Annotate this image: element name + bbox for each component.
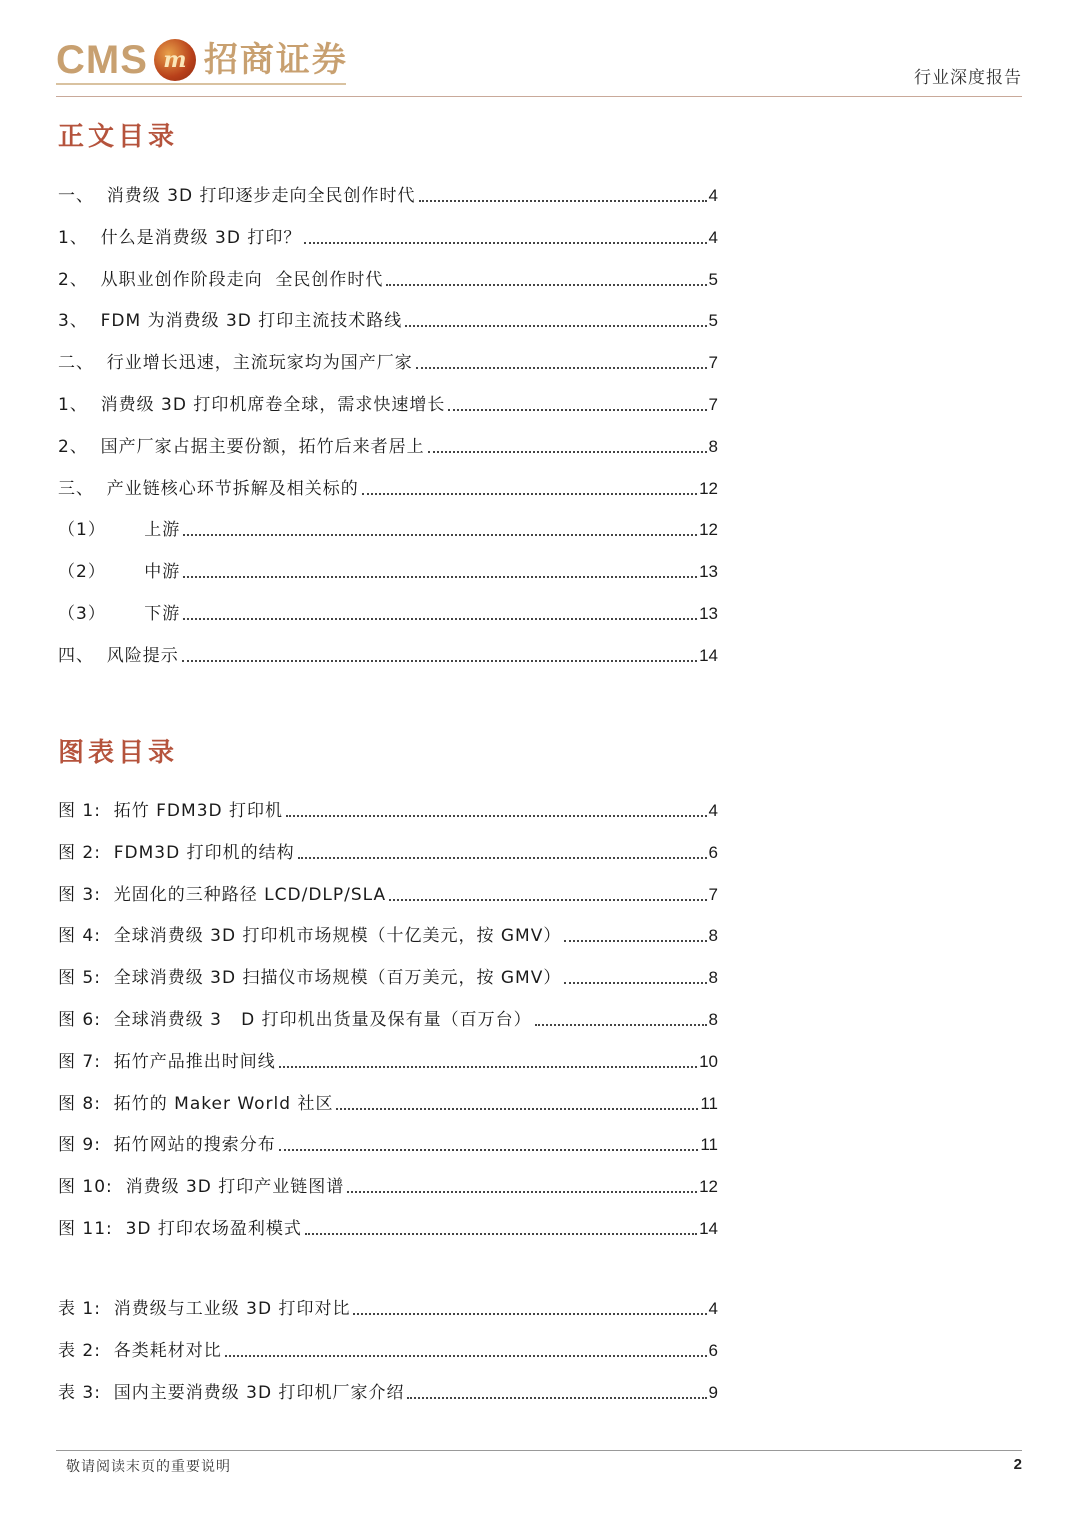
toc-entry-title: 1、 什么是消费级 3D 打印？ bbox=[58, 227, 302, 248]
toc-entry[interactable] bbox=[58, 306, 718, 332]
toc-entry[interactable] bbox=[58, 1172, 718, 1198]
toc-entry[interactable] bbox=[58, 1047, 718, 1073]
toc-entry-title: 图 8: 拓竹的 Maker World 社区 bbox=[58, 1093, 334, 1114]
toc-entry[interactable] bbox=[58, 265, 718, 291]
toc-dot-leader bbox=[286, 814, 707, 817]
toc-entry-title: 2、 从职业创作阶段走向 全民创作时代 bbox=[58, 269, 384, 290]
toc-entry-title: 图 7: 拓竹产品推出时间线 bbox=[58, 1051, 276, 1072]
toc-entry-title: 1、 消费级 3D 打印机席卷全球，需求快速增长 bbox=[58, 395, 446, 415]
toc-entry-page: 9 bbox=[708, 1382, 718, 1402]
toc-entry[interactable] bbox=[58, 1130, 718, 1156]
toc-dot-leader bbox=[183, 575, 697, 578]
toc-entry-page: 6 bbox=[708, 1340, 718, 1360]
toc-dot-leader bbox=[564, 981, 706, 984]
toc-dot-leader bbox=[304, 241, 706, 244]
toc-entry-page: 4 bbox=[708, 1299, 718, 1318]
footer-divider bbox=[56, 1450, 1022, 1451]
toc-entry[interactable] bbox=[58, 963, 718, 989]
toc-dot-leader bbox=[183, 617, 697, 620]
toc-entry-page: 13 bbox=[699, 604, 718, 623]
toc-dot-leader bbox=[305, 1232, 697, 1235]
toc-dot-leader bbox=[182, 659, 697, 662]
toc-entry-title: 图 5: 全球消费级 3D 扫描仪市场规模（百万美元，按 GMV） bbox=[58, 968, 562, 989]
toc-dot-leader bbox=[347, 1190, 697, 1193]
toc-dot-leader bbox=[448, 408, 706, 411]
toc-dot-leader bbox=[279, 1148, 699, 1151]
toc-entry-title: 表 3: 国内主要消费级 3D 打印机厂家介绍 bbox=[58, 1382, 405, 1403]
toc-entry-page: 12 bbox=[699, 1177, 718, 1197]
toc-dot-leader bbox=[336, 1107, 698, 1110]
toc-entry-page: 13 bbox=[699, 562, 718, 582]
logo-chinese-name: 招商证券 bbox=[203, 40, 348, 80]
toc-entry-title: 图 3: 光固化的三种路径 LCD/DLP/SLA bbox=[58, 884, 387, 905]
logo-emblem-icon bbox=[154, 39, 196, 81]
page-number: 2 bbox=[1013, 1456, 1022, 1473]
toc-entry[interactable] bbox=[58, 1294, 718, 1320]
toc-entry-title: 图 2: FDM3D 打印机的结构 bbox=[58, 842, 295, 863]
toc-entry[interactable] bbox=[58, 474, 718, 500]
toc-entry-page: 8 bbox=[708, 436, 718, 456]
toc-dot-leader bbox=[183, 533, 697, 536]
toc-entry[interactable] bbox=[58, 1336, 718, 1362]
toc-entry-page: 4 bbox=[708, 227, 718, 247]
toc-entry-page: 11 bbox=[700, 1135, 718, 1155]
toc-dot-leader bbox=[298, 856, 707, 859]
toc-dot-leader bbox=[362, 492, 697, 495]
toc-entry[interactable] bbox=[58, 1378, 718, 1404]
toc-entry[interactable] bbox=[58, 641, 718, 667]
figures-toc-title: 图表目录 bbox=[58, 738, 179, 768]
toc-entry-title: 表 1: 消费级与工业级 3D 打印对比 bbox=[58, 1299, 351, 1319]
toc-entry-page: 12 bbox=[699, 478, 718, 498]
toc-entry[interactable] bbox=[58, 181, 718, 207]
header-divider bbox=[56, 96, 1022, 97]
toc-dot-leader bbox=[564, 939, 706, 942]
main-toc-title: 正文目录 bbox=[58, 122, 179, 152]
toc-dot-leader bbox=[407, 1396, 706, 1399]
toc-entry[interactable] bbox=[58, 838, 718, 864]
toc-entry-title: 图 9: 拓竹网站的搜索分布 bbox=[58, 1135, 276, 1156]
toc-entry-title: 一、 消费级 3D 打印逐步走向全民创作时代 bbox=[58, 186, 416, 206]
company-logo bbox=[56, 38, 348, 82]
toc-entry[interactable] bbox=[58, 599, 718, 625]
toc-entry-title: 图 10: 消费级 3D 打印产业链图谱 bbox=[58, 1177, 345, 1198]
logo-emblem-mark: m bbox=[163, 47, 187, 73]
toc-entry[interactable] bbox=[58, 432, 718, 458]
toc-entry-page: 7 bbox=[708, 353, 718, 373]
toc-dot-leader bbox=[416, 366, 707, 369]
toc-entry[interactable] bbox=[58, 348, 718, 374]
toc-entry[interactable] bbox=[58, 1214, 718, 1240]
toc-entry-title: （1） 上游 bbox=[58, 520, 181, 541]
toc-dot-leader bbox=[428, 450, 707, 453]
toc-entry-page: 14 bbox=[699, 645, 718, 665]
toc-dot-leader bbox=[389, 898, 706, 901]
toc-entry[interactable] bbox=[58, 1005, 718, 1031]
toc-entry[interactable] bbox=[58, 223, 718, 249]
toc-entry[interactable] bbox=[58, 557, 718, 583]
toc-dot-leader bbox=[279, 1065, 697, 1068]
toc-entry[interactable] bbox=[58, 796, 718, 822]
toc-entry[interactable] bbox=[58, 921, 718, 947]
toc-entry-page: 8 bbox=[708, 926, 718, 946]
toc-entry-title: 图 1: 拓竹 FDM3D 打印机 bbox=[58, 801, 284, 821]
toc-entry-page: 4 bbox=[708, 801, 718, 820]
toc-entry-title: 二、 行业增长迅速，主流玩家均为国产厂家 bbox=[58, 353, 413, 374]
toc-entry-title: （3） 下游 bbox=[58, 604, 181, 624]
report-type-label: 行业深度报告 bbox=[914, 68, 1022, 88]
toc-entry-page: 7 bbox=[708, 395, 718, 414]
toc-entry-title: 四、 风险提示 bbox=[58, 645, 179, 666]
toc-entry-page: 5 bbox=[708, 269, 718, 289]
toc-dot-leader bbox=[419, 199, 707, 202]
toc-entry-title: 3、 FDM 为消费级 3D 打印主流技术路线 bbox=[58, 311, 403, 332]
toc-entry-page: 10 bbox=[699, 1051, 718, 1071]
toc-entry-page: 14 bbox=[699, 1219, 718, 1238]
toc-entry[interactable] bbox=[58, 390, 718, 416]
toc-dot-leader bbox=[386, 283, 706, 286]
toc-entry-page: 8 bbox=[708, 968, 718, 988]
toc-dot-leader bbox=[405, 324, 706, 327]
toc-entry-title: 表 2: 各类耗材对比 bbox=[58, 1340, 222, 1361]
logo-underline bbox=[56, 83, 346, 85]
toc-entry-title: 三、 产业链核心环节拆解及相关标的 bbox=[58, 478, 359, 499]
logo-cms-text: CMS bbox=[56, 38, 148, 82]
toc-entry-page: 6 bbox=[708, 842, 718, 862]
toc-entry-page: 12 bbox=[699, 520, 718, 540]
toc-entry-page: 4 bbox=[708, 186, 718, 205]
toc-entry-title: 图 4: 全球消费级 3D 打印机市场规模（十亿美元，按 GMV） bbox=[58, 926, 562, 947]
toc-dot-leader bbox=[353, 1312, 706, 1315]
toc-entry[interactable] bbox=[58, 880, 718, 906]
toc-entry-title: （2） 中游 bbox=[58, 562, 181, 583]
toc-entry[interactable] bbox=[58, 515, 718, 541]
toc-entry-page: 5 bbox=[708, 311, 718, 331]
footer-disclaimer: 敬请阅读末页的重要说明 bbox=[66, 1459, 231, 1475]
toc-entry-page: 8 bbox=[708, 1010, 718, 1029]
toc-entry[interactable] bbox=[58, 1089, 718, 1115]
toc-entry-title: 图 11: 3D 打印农场盈利模式 bbox=[58, 1219, 302, 1239]
toc-entry-page: 11 bbox=[700, 1093, 718, 1113]
toc-entry-title: 图 6: 全球消费级 3 D 打印机出货量及保有量（百万台） bbox=[58, 1010, 532, 1030]
toc-dot-leader bbox=[535, 1023, 707, 1026]
toc-entry-page: 7 bbox=[708, 884, 718, 904]
toc-entry-title: 2、 国产厂家占据主要份额，拓竹后来者居上 bbox=[58, 436, 425, 457]
page-header bbox=[0, 0, 1080, 100]
toc-dot-leader bbox=[225, 1354, 707, 1357]
